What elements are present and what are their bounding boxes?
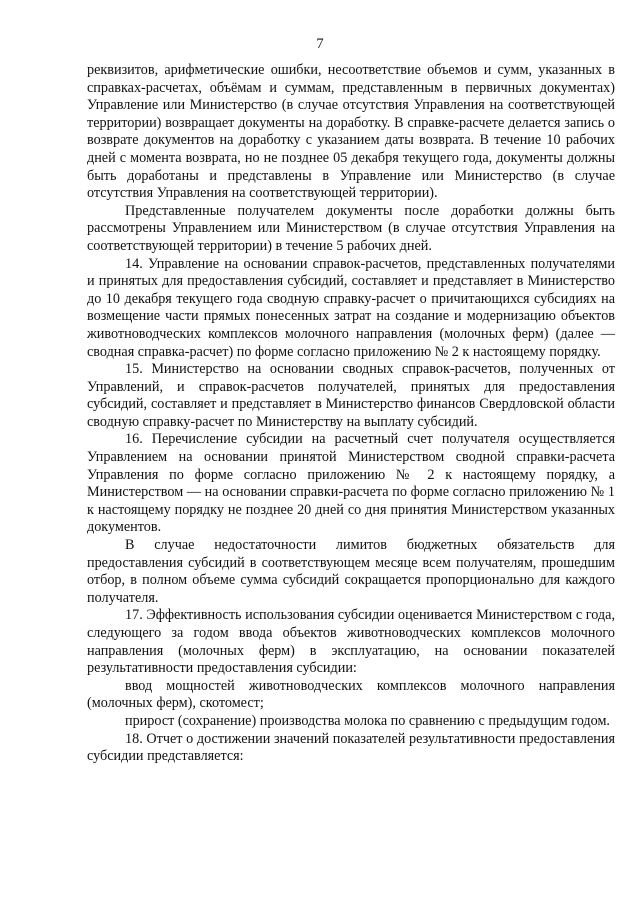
paragraph: Представленные получателем документы после доработки должны быть рассмотрены Управлением или Министерством (в случае отсутствия Управления на соответствующей территории) в течение 5 рабочих дней. xyxy=(87,202,615,254)
paragraph: В случае недостаточности лимитов бюджетных обязательств для предоставления субсидий в соответствующем месяце всем получателям, прошедшим отбор, в полном объеме сумма субсидий сокращается пропорционально для каждого получателя. xyxy=(87,537,615,606)
paragraph-item-15: 15. Министерство на основании сводных справок-расчетов, полученных от Управлений, и справок-расчетов получателей, принятых для предоставления субсидий, составляет и представляет в Министерство финансов Свердловской области сводную справку-расчет по Министерству на выплату субсидий. xyxy=(87,361,615,430)
paragraph-item-16: 16. Перечисление субсидии на расчетный счет получателя осуществляется Управлением на основании принятой Министерством сводной справки-расчета Управления по форме согласно приложению № 2 к настоящему порядку, а Министерством — на основании справки-расчета по форме согласно приложению № 1 к настоящему порядку не позднее 20 дней со дня принятия Министерством указанных документов. xyxy=(87,431,615,536)
paragraph: реквизитов, арифметические ошибки, несоответствие объемов и сумм, указанных в справках-расчетах, объёмам и суммам, представленным в первичных документах) Управление или Министерство (в случае отсутствия Управления на соответствующей территории) возвращает документы на доработку. В справке-расчете делается запись о возврате документов на доработку с указанием даты возврата. В течение 10 рабочих дней с момента возврата, но не позднее 05 декабря текущего года, документы должны быть доработаны и представлены в Управление или Министерство (в случае отсутствия Управления на соответствующей территории). xyxy=(87,62,615,202)
paragraph: прирост (сохранение) производства молока по сравнению с предыдущим годом. xyxy=(125,712,610,729)
paragraph-item-18: 18. Отчет о достижении значений показателей результативности предоставления субсидии представляется: xyxy=(87,730,615,765)
paragraph-item-17: 17. Эффективность использования субсидии оценивается Министерством с года, следующего за годом ввода объектов животноводческих комплексов молочного направления (молочных ферм) в эксплуатацию, на основании показателей результативности предоставления субсидии: xyxy=(87,607,615,677)
page-number: 7 xyxy=(316,36,324,52)
paragraph-item-14: 14. Управление на основании справок-расчетов, представленных получателями и принятых для предоставления субсидий, составляет и представляет в Министерство до 10 декабря текущего года сводную справку-расчет о причитающихся субсидиях на возмещение части прямых понесенных затрат на создание и модернизацию объектов животноводческих комплексов молочного направления (молочных ферм) (далее — сводная справка-расчет) по форме согласно приложению № 2 к настоящему порядку. xyxy=(87,255,615,360)
paragraph: ввод мощностей животноводческих комплексов молочного направления (молочных ферм), скотомест; xyxy=(87,677,615,712)
body-text xyxy=(87,62,615,766)
